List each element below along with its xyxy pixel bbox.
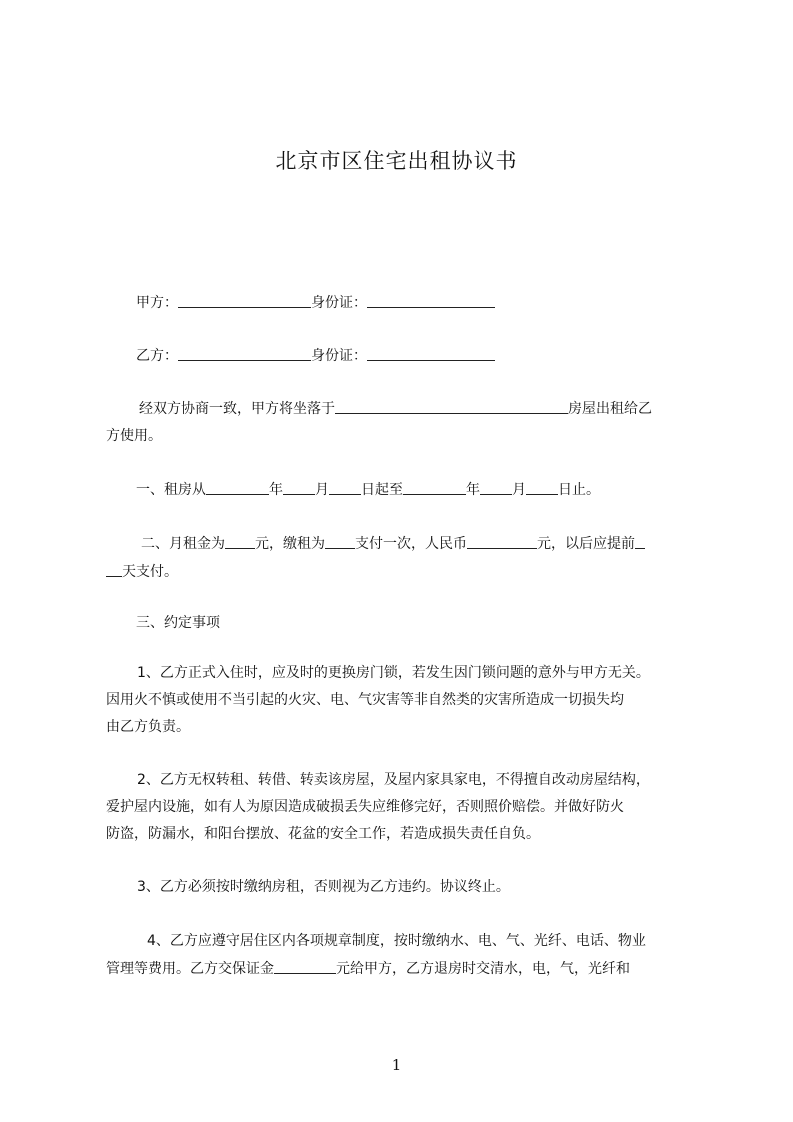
party-a-id-blank[interactable] bbox=[367, 293, 495, 308]
item-2-line-1: 2、乙方无权转租、转借、转卖该房屋，及屋内家具家电，不得擅自改动房屋结构， bbox=[137, 772, 650, 788]
clause-1-text-g: 日止。 bbox=[558, 482, 600, 498]
monthly-rent-blank[interactable] bbox=[225, 534, 255, 549]
end-day-blank[interactable] bbox=[526, 480, 558, 495]
party-a-name-blank[interactable] bbox=[178, 293, 311, 308]
end-month-blank[interactable] bbox=[480, 480, 512, 495]
party-b-name-blank[interactable] bbox=[178, 346, 311, 361]
item-4-line-1: 4、乙方应遵守居住区内各项规章制度，按时缴纳水、电、气、光纤、电话、物业 bbox=[147, 933, 646, 949]
item-3-line-1: 3、乙方必须按时缴纳房租，否则视为乙方违约。协议终止。 bbox=[137, 879, 510, 895]
clause-1-line bbox=[136, 480, 600, 499]
deposit-amount-blank[interactable] bbox=[274, 959, 336, 974]
clause-1-text-e: 年 bbox=[466, 482, 480, 498]
party-b-id-blank[interactable] bbox=[367, 346, 495, 361]
clause-1-text-b: 年 bbox=[269, 482, 283, 498]
property-location-blank[interactable] bbox=[335, 399, 568, 414]
party-a-id-label: 身份证： bbox=[311, 295, 367, 311]
intro-text-2: 房屋出租给乙 bbox=[568, 401, 652, 417]
clause-1-text-c: 月 bbox=[315, 482, 329, 498]
clause-1-text-f: 月 bbox=[512, 482, 526, 498]
start-month-blank[interactable] bbox=[283, 480, 315, 495]
intro-text-1: 经双方协商一致，甲方将坐落于 bbox=[139, 401, 335, 417]
party-a-label: 甲方： bbox=[136, 295, 178, 311]
party-a-line bbox=[136, 293, 495, 312]
payment-period-blank[interactable] bbox=[325, 534, 355, 549]
item-1-line-3: 由乙方负责。 bbox=[106, 719, 190, 735]
document-title: 北京市区住宅出租协议书 bbox=[275, 149, 518, 173]
end-year-blank[interactable] bbox=[403, 480, 466, 495]
clause-3-heading: 三、约定事项 bbox=[136, 615, 220, 631]
start-year-blank[interactable] bbox=[206, 480, 269, 495]
clause-1-text-d: 日起至 bbox=[361, 482, 403, 498]
item-1-line-1: 1、乙方正式入住时，应及时的更换房门锁，若发生因门锁问题的意外与甲方无关。 bbox=[137, 665, 650, 681]
page-number: 1 bbox=[391, 1056, 402, 1074]
clause-2-line-2 bbox=[106, 562, 178, 581]
item-1-line-2: 因用火不慎或使用不当引起的火灾、电、气灾害等非自然类的灾害所造成一切损失均 bbox=[106, 692, 624, 708]
party-b-id-label: 身份证： bbox=[311, 348, 367, 364]
start-day-blank[interactable] bbox=[329, 480, 361, 495]
clause-2-text-d: 元，以后应提前 bbox=[537, 536, 635, 552]
clause-2-text-b: 元，缴租为 bbox=[255, 536, 325, 552]
item-4-line-2 bbox=[106, 959, 630, 978]
clause-2-text-c: 支付一次，人民币 bbox=[355, 536, 467, 552]
item-2-line-2: 爱护屋内设施，如有人为原因造成破损丢失应维修完好，否则照价赔偿。并做好防火 bbox=[106, 799, 624, 815]
item-4-text-b: 元给甲方，乙方退房时交清水，电，气，光纤和 bbox=[336, 961, 630, 977]
item-4-text-a: 管理等费用。乙方交保证金 bbox=[106, 961, 274, 977]
party-b-line bbox=[136, 346, 495, 365]
clause-1-text-a: 一、租房从 bbox=[136, 482, 206, 498]
clause-2-line-1 bbox=[141, 534, 645, 553]
intro-line-2: 方使用。 bbox=[106, 428, 162, 444]
intro-line-1 bbox=[139, 399, 652, 418]
clause-2-text-a: 二、月租金为 bbox=[141, 536, 225, 552]
item-2-line-3: 防盗，防漏水，和阳台摆放、花盆的安全工作，若造成损失责任自负。 bbox=[106, 826, 540, 842]
clause-2-text-e: 天支付。 bbox=[122, 564, 178, 580]
rmb-amount-blank[interactable] bbox=[467, 534, 537, 549]
advance-days-blank-start[interactable] bbox=[635, 534, 645, 549]
party-b-label: 乙方： bbox=[136, 348, 178, 364]
advance-days-blank-end[interactable] bbox=[106, 562, 122, 577]
